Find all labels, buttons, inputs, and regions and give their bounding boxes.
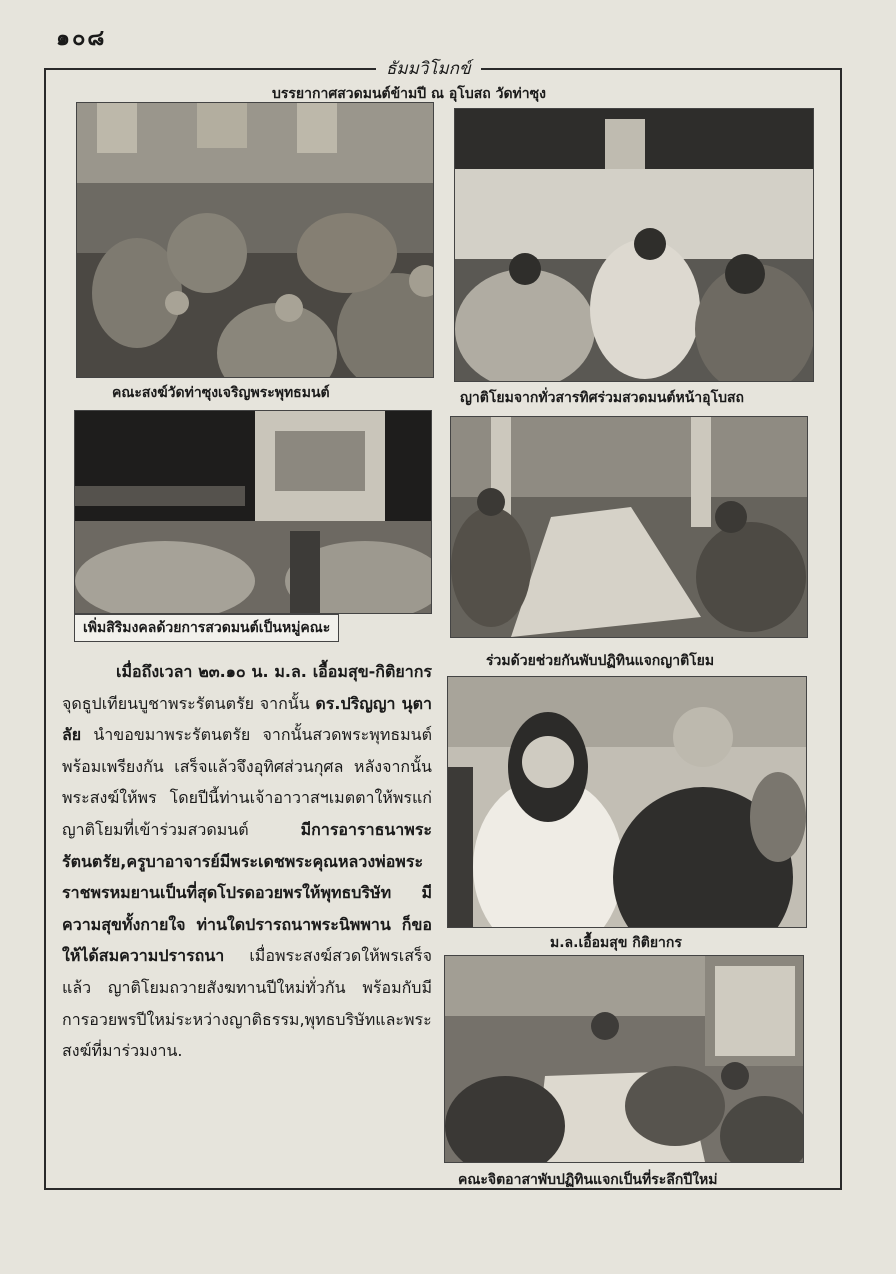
photo-folding-calendars	[450, 416, 808, 638]
article-body	[62, 656, 432, 1067]
photo-caption: คณะสงฆ์วัดท่าซุงเจริญพระพุทธมนต์	[112, 385, 330, 401]
header-caption: บรรยากาศสวดมนต์ข้ามปี ณ อุโบสถ วัดท่าซุง	[272, 86, 546, 102]
photo-caption: คณะจิตอาสาพับปฏิทินแจกเป็นที่ระลึกปีใหม่	[458, 1172, 718, 1188]
body-text: นำขอขมาพระรัตนตรัย จากนั้นสวดพระพุทธมนต์พร้อมเพรียงกัน เสร็จแล้วจึงอุทิศส่วนกุศล หลังจากนั้นพระสงฆ์ให้พร โดยปีนี้ท่านเจ้าอาวาสฯเมตตาให้พรแก่ญาติโยมที่เข้าร่วมสวดมนต์	[62, 725, 432, 839]
page-number: ๑๐๘	[56, 26, 107, 51]
photo-caption: ร่วมด้วยช่วยกันพับปฏิทินแจกญาติโยม	[486, 653, 715, 669]
body-text-bold: เมื่อถึงเวลา ๒๓.๑๐ น. ม.ล. เอื้อมสุข-กิติยากร	[116, 662, 432, 681]
body-text-bold: มีการอาราธนาพระรัตนตรัย,ครูบาอาจารย์มีพระเดชพระคุณหลวงพ่อพระราชพรหมยานเป็นที่สุดโปรดอวยพรให้พุทธบริษัท มีความสุขทั้งกายใจ ท่านใดปรารถนาพระนิพพาน ก็ขอให้ได้สมความปรารถนา	[62, 819, 432, 966]
body-text: จุดธูปเทียนบูชาพระรัตนตรัย จากนั้น	[62, 693, 316, 713]
photo-volunteers	[444, 955, 804, 1163]
body-text-bold: ดร.ปริญญา นุตาลัย	[62, 693, 432, 745]
photo-caption: ญาติโยมจากทั่วสารทิศร่วมสวดมนต์หน้าอุโบสถ	[460, 390, 744, 406]
photo-monks-chanting	[76, 102, 434, 378]
photo-women-praying	[447, 676, 807, 928]
magazine-title: ธัมมวิโมกข์	[376, 55, 481, 82]
body-text: เมื่อพระสงฆ์สวดให้พรเสร็จแล้ว ญาติโยมถวายสังฆทานปีใหม่ทั่วกัน พร้อมกับมีการอวยพรปีใหม่ระหว่างญาติธรรม,พุทธบริษัทและพระสงฆ์ที่มาร่วมงาน.	[62, 946, 432, 1061]
photo-crowd-chanting	[454, 108, 814, 382]
photo-night-crowd	[74, 410, 432, 614]
photo-caption: ม.ล.เอื้อมสุข กิติยากร	[550, 935, 682, 951]
photo-caption: เพิ่มสิริมงคลด้วยการสวดมนต์เป็นหมู่คณะ	[74, 614, 339, 642]
